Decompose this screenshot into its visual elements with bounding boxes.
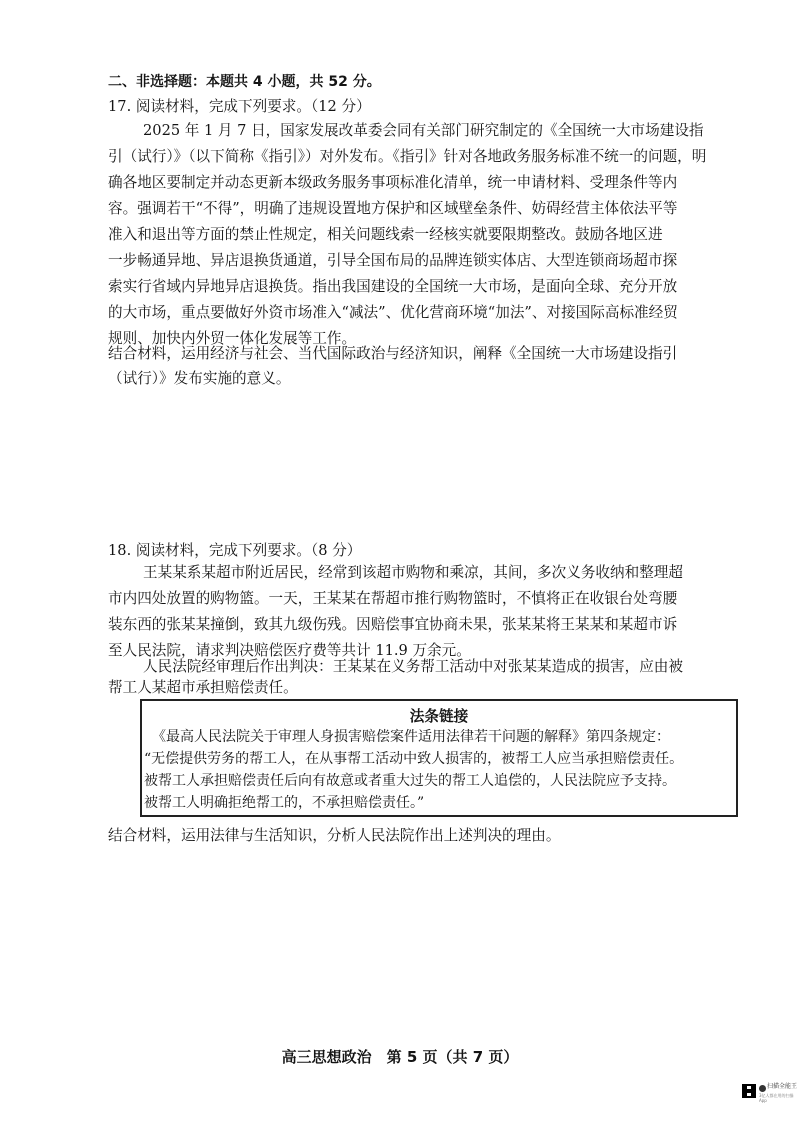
page-footer: 高三思想政治 第 5 页（共 7 页） xyxy=(281,1048,519,1066)
law-link-line: 被帮工人明确拒绝帮工的，不承担赔偿责任。” xyxy=(144,795,425,811)
q17-question-line: 结合材料，运用经济与社会、当代国际政治与经济知识，阐释《全国统一大市场建设指引 xyxy=(108,345,678,362)
scanner-watermark-sub: 3亿人都在用的扫描App xyxy=(759,1093,794,1103)
q17-material-line: 引（试行）》（以下简称《指引》）对外发布。《指引》针对各地政务服务标准不统一的问题，明 xyxy=(108,148,707,165)
q18-material-line: 市内四处放置的购物篮。一天，王某某在帮超市推行购物篮时，不慎将正在收银台处弯腰 xyxy=(108,590,678,607)
q18-title: 18. 阅读材料，完成下列要求。（8 分） xyxy=(108,542,362,559)
law-link-line: “无偿提供劳务的帮工人，在从事帮工活动中致人损害的，被帮工人应当承担赔偿责任。 xyxy=(144,751,684,767)
q18-material-line: 装东西的张某某撞倒，致其九级伤残。因赔偿事宜协商未果，张某某将王某某和某超市诉 xyxy=(108,616,678,633)
q17-material-line: 的大市场，重点要做好外资市场准入“减法”、优化营商环境“加法”、对接国际高标准经贸 xyxy=(108,304,678,321)
q18-ruling-line: 帮工人某超市承担赔偿责任。 xyxy=(108,679,298,696)
q17-question-line: （试行）》发布实施的意义。 xyxy=(108,370,291,387)
q17-material-line: 索实行省域内异地异店退换货。指出我国建设的全国统一大市场，是面向全球、充分开放 xyxy=(108,278,678,295)
q17-title: 17. 阅读材料，完成下列要求。（12 分） xyxy=(108,98,371,115)
law-link-box xyxy=(140,699,738,817)
law-link-line: 被帮工人承担赔偿责任后向有故意或者重大过失的帮工人追偿的，人民法院应予支持。 xyxy=(144,773,676,789)
law-link-title: 法条链接 xyxy=(409,708,469,725)
q17-material-line: 容。强调若干“不得”，明确了违规设置地方保护和区域壁垒条件、妨碍经营主体依法平等 xyxy=(108,200,678,217)
scanner-logo-icon xyxy=(759,1085,766,1092)
q17-material-line: 2025 年 1 月 7 日，国家发展改革委会同有关部门研究制定的《全国统一大市场建设指 xyxy=(143,122,704,139)
q18-question-line: 结合材料，运用法律与生活知识，分析人民法院作出上述判决的理由。 xyxy=(108,827,561,844)
q17-material-line: 一步畅通异地、异店退换货通道，引导全国布局的品牌连锁实体店、大型连锁商场超市探 xyxy=(108,252,678,269)
q18-material-line: 至人民法院，请求判决赔偿医疗费等共计 11.9 万余元。 xyxy=(108,642,471,659)
scanner-watermark: 扫描全能王 xyxy=(767,1083,798,1090)
q17-material-line: 规则、加快内外贸一体化发展等工作。 xyxy=(108,330,357,347)
law-link-line: 《最高人民法院关于审理人身损害赔偿案件适用法律若干问题的解释》第四条规定： xyxy=(152,729,670,745)
q17-material-line: 准入和退出等方面的禁止性规定，相关问题线索一经核实就要限期整改。鼓励各地区进 xyxy=(108,226,663,243)
section-header: 二、非选择题：本题共 4 小题，共 52 分。 xyxy=(108,74,381,90)
qr-code-icon xyxy=(742,1084,756,1098)
q18-ruling-line: 人民法院经审理后作出判决：王某某在义务帮工活动中对张某某造成的损害，应由被 xyxy=(143,658,683,675)
q17-material-line: 确各地区要制定并动态更新本级政务服务事项标准化清单，统一申请材料、受理条件等内 xyxy=(108,174,678,191)
q18-material-line: 王某某系某超市附近居民，经常到该超市购物和乘凉，其间，多次义务收纳和整理超 xyxy=(143,564,683,581)
